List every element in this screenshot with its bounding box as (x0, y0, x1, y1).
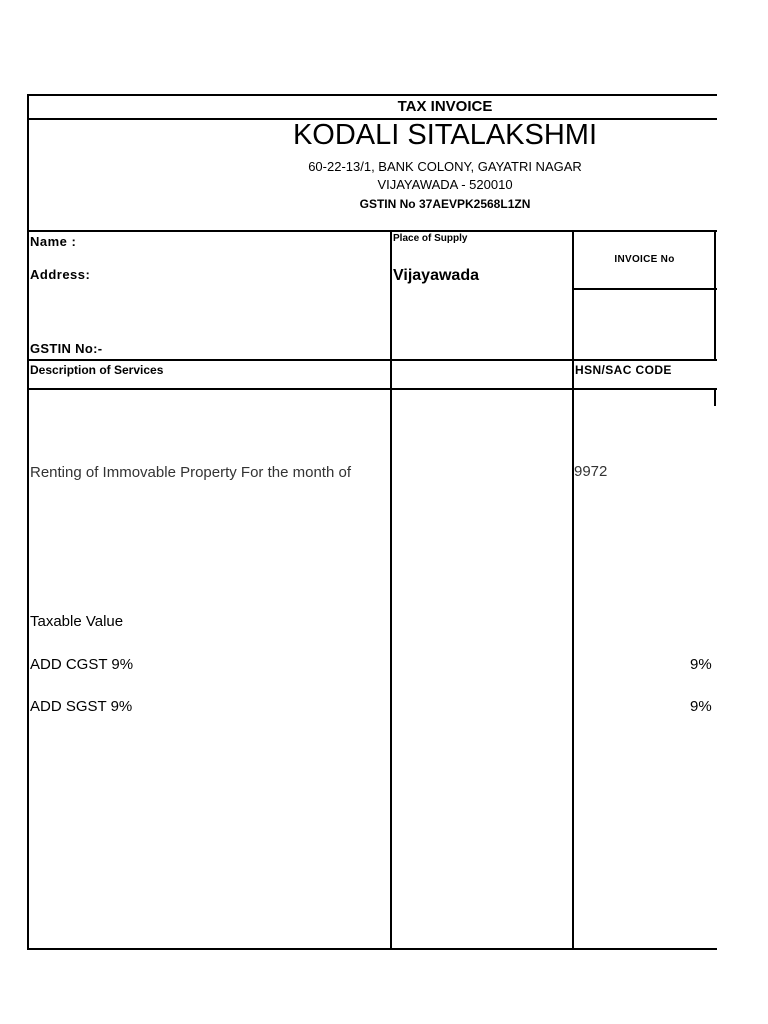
company-address-line2: VIJAYAWADA - 520010 (377, 177, 513, 192)
company-address-line1: 60-22-13/1, BANK COLONY, GAYATRI NAGAR (308, 159, 582, 174)
description-header: Description of Services (30, 363, 164, 377)
divider-col-2 (572, 230, 574, 950)
invoice-number-label: INVOICE No (614, 254, 675, 265)
divider-columns-header (27, 388, 717, 390)
doc-type-title: TAX INVOICE (397, 98, 493, 115)
divider-columns-top (27, 359, 717, 361)
place-of-supply-label: Place of Supply (393, 233, 468, 244)
sgst-rate: 9% (690, 698, 712, 715)
taxable-value-label: Taxable Value (30, 613, 124, 630)
sgst-label: ADD SGST 9% (30, 698, 133, 715)
cgst-rate: 9% (690, 656, 712, 673)
customer-address-label: Address: (30, 267, 91, 282)
customer-name-label: Name : (30, 234, 77, 249)
company-name: KODALI SITALAKSHMI (292, 119, 598, 151)
cgst-label: ADD CGST 9% (30, 656, 134, 673)
place-of-supply-value: Vijayawada (393, 267, 479, 284)
divider-header (27, 230, 717, 232)
hsn-header: HSN/SAC CODE (575, 363, 672, 377)
hsn-code: 9972 (574, 463, 608, 480)
border-right-stub (714, 390, 716, 406)
company-gstin: GSTIN No 37AEVPK2568L1ZN (359, 197, 531, 211)
border-right-top (714, 230, 716, 361)
customer-gstin-label: GSTIN No:- (30, 341, 103, 356)
divider-col-1 (390, 230, 392, 950)
border-top (27, 94, 717, 96)
border-left (27, 94, 29, 950)
border-bottom (27, 948, 717, 950)
service-description: Renting of Immovable Property For the month of (30, 464, 351, 481)
divider-invoice-no (573, 288, 717, 290)
